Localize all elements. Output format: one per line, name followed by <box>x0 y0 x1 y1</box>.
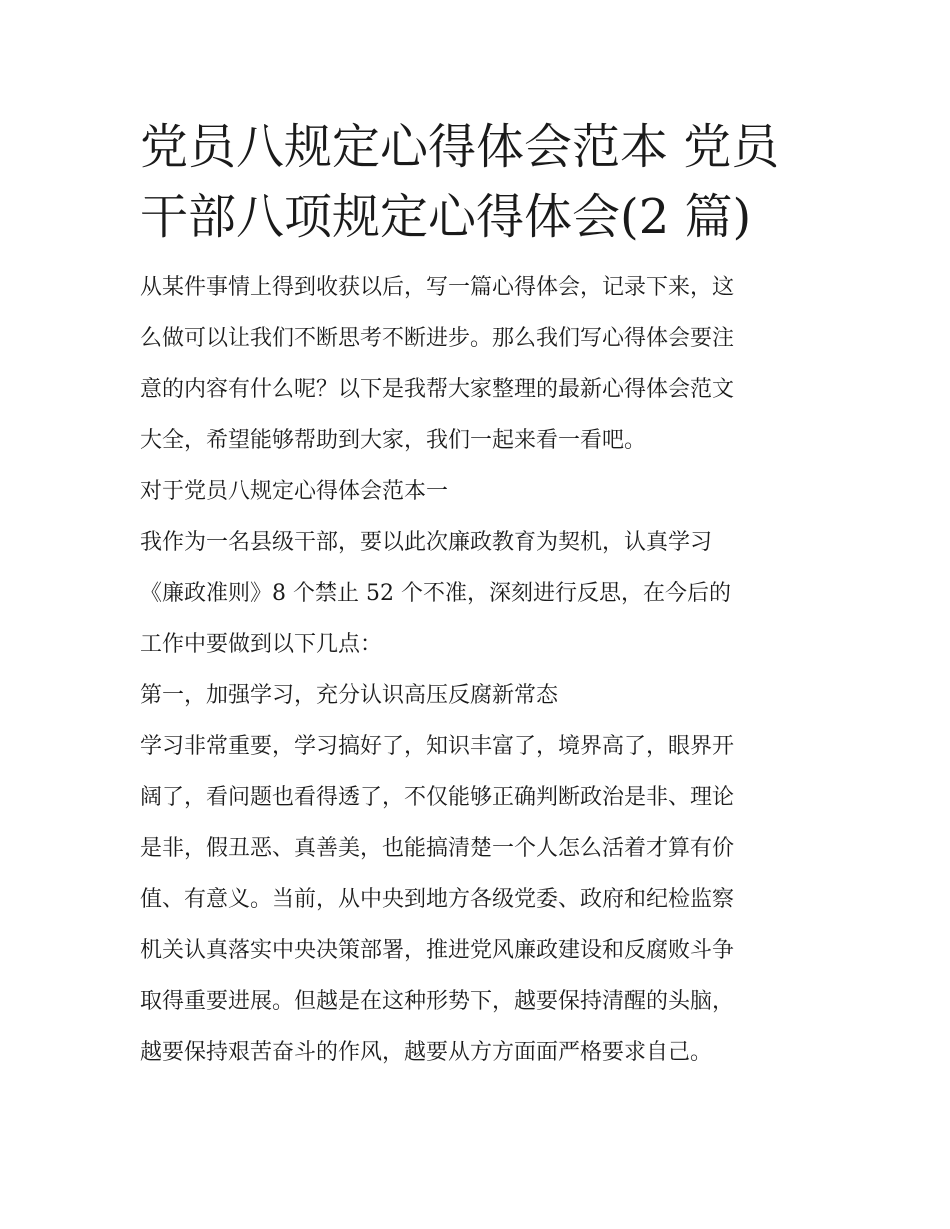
text-line: 我作为一名县级干部，要以此次廉政教育为契机，认真学习 <box>140 530 713 555</box>
body-paragraph-1 <box>140 517 820 670</box>
text-line: 意的内容有什么呢？以下是我帮大家整理的最新心得体会范文 <box>140 377 735 402</box>
text-line: 是非，假丑恶、真善美，也能搞清楚一个人怎么活着才算有价 <box>140 836 735 861</box>
section-heading <box>140 466 820 517</box>
text-line: 从某件事情上得到收获以后，写一篇心得体会，记录下来，这 <box>140 275 735 300</box>
title-line: 干部八项规定心得体会(2 篇) <box>140 189 752 245</box>
title-line: 党员八规定心得体会范本 党员 <box>140 119 780 175</box>
body-paragraph-2 <box>140 721 820 1078</box>
document-body <box>140 112 820 1078</box>
text-line: 《廉政准则》8 个禁止 52 个不准，深刻进行反思，在今后的 <box>140 581 731 606</box>
text-line: 机关认真落实中央决策部署，推进党风廉政建设和反腐败斗争 <box>140 938 735 963</box>
intro-paragraph <box>140 262 820 466</box>
text-line: 学习非常重要，学习搞好了，知识丰富了，境界高了，眼界开 <box>140 734 735 759</box>
text-line: 工作中要做到以下几点： <box>140 632 383 657</box>
text-line: 么做可以让我们不断思考不断进步。那么我们写心得体会要注 <box>140 326 735 351</box>
text-line: 对于党员八规定心得体会范本一 <box>140 479 449 504</box>
document-title <box>140 112 820 252</box>
text-line: 第一，加强学习，充分认识高压反腐新常态 <box>140 683 559 708</box>
text-line: 值、有意义。当前，从中央到地方各级党委、政府和纪检监察 <box>140 887 735 912</box>
text-line: 取得重要进展。但越是在这种形势下，越要保持清醒的头脑， <box>140 989 735 1014</box>
point-heading-1 <box>140 670 820 721</box>
text-line: 大全，希望能够帮助到大家，我们一起来看一看吧。 <box>140 428 647 453</box>
text-line: 越要保持艰苦奋斗的作风，越要从方方面面严格要求自己。 <box>140 1040 713 1065</box>
text-line: 阔了，看问题也看得透了，不仅能够正确判断政治是非、理论 <box>140 785 735 810</box>
